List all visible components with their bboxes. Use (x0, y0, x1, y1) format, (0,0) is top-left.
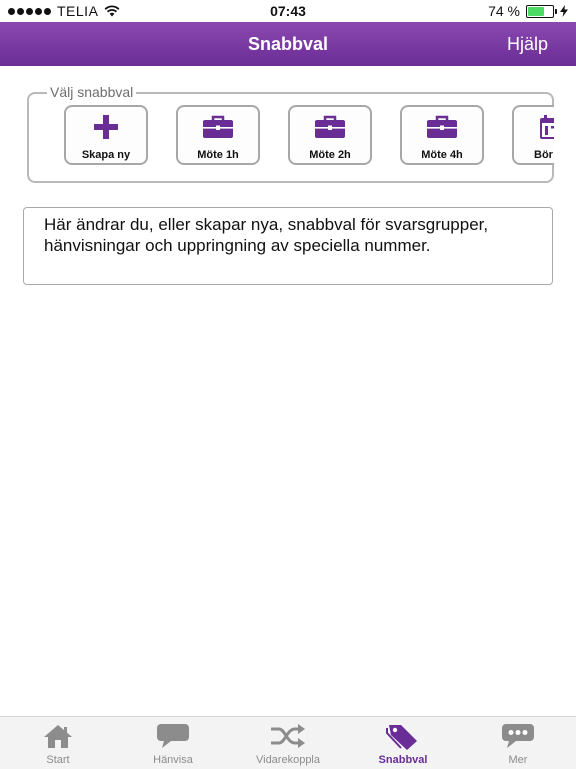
tab-mer[interactable] (460, 717, 576, 769)
battery-percent: 74 % (488, 3, 520, 19)
tab-label: Start (46, 754, 70, 766)
shortcut-tile-meeting-1h[interactable] (176, 105, 260, 165)
tab-snabbval[interactable] (345, 717, 461, 769)
shortcut-tile-partial[interactable] (512, 105, 554, 165)
carrier-name: TELIA (57, 3, 99, 19)
tab-start[interactable] (0, 717, 116, 769)
tab-label: Hänvisa (153, 754, 193, 766)
shortcut-tile-label: Skapa ny (81, 149, 131, 161)
briefcase-icon (426, 115, 458, 139)
clock: 07:43 (270, 3, 306, 19)
shortcut-tile-label: Bör (534, 149, 553, 161)
tab-bar (0, 716, 576, 769)
tab-label: Mer (508, 754, 528, 766)
tab-label: Snabbval (378, 754, 428, 766)
more-bubble-icon (501, 723, 535, 749)
shortcut-tile-label: Möte 1h (197, 149, 239, 161)
tab-vidarekoppla[interactable] (230, 717, 346, 769)
speech-bubble-icon (156, 723, 190, 749)
scroller-clip (554, 100, 576, 180)
tab-hanvisa[interactable] (115, 717, 231, 769)
plus-icon (94, 115, 118, 139)
shortcut-scroller[interactable] (0, 0, 554, 200)
tab-label: Vidarekoppla (255, 754, 320, 766)
shortcut-tile-label: Möte 4h (421, 149, 463, 161)
help-button[interactable]: Hjälp (506, 34, 548, 54)
briefcase-icon (314, 115, 346, 139)
calendar-icon (540, 115, 554, 139)
shortcut-tile-meeting-2h[interactable] (288, 105, 372, 165)
page-title: Snabbval (247, 34, 329, 54)
shortcut-tile-label: Möte 2h (309, 149, 351, 161)
home-icon (42, 723, 74, 749)
briefcase-icon (202, 115, 234, 139)
shortcut-tile-meeting-4h[interactable] (400, 105, 484, 165)
info-text-box: Här ändrar du, eller skapar nya, snabbval för svarsgrupper, hänvisningar och uppringning av speciella nummer. (23, 207, 553, 285)
shuffle-icon (269, 723, 307, 749)
charging-bolt-icon (560, 5, 568, 17)
shortcut-group-legend: Välj snabbval (47, 84, 136, 100)
tag-icon (385, 723, 421, 751)
shortcut-tile-create[interactable] (64, 105, 148, 165)
